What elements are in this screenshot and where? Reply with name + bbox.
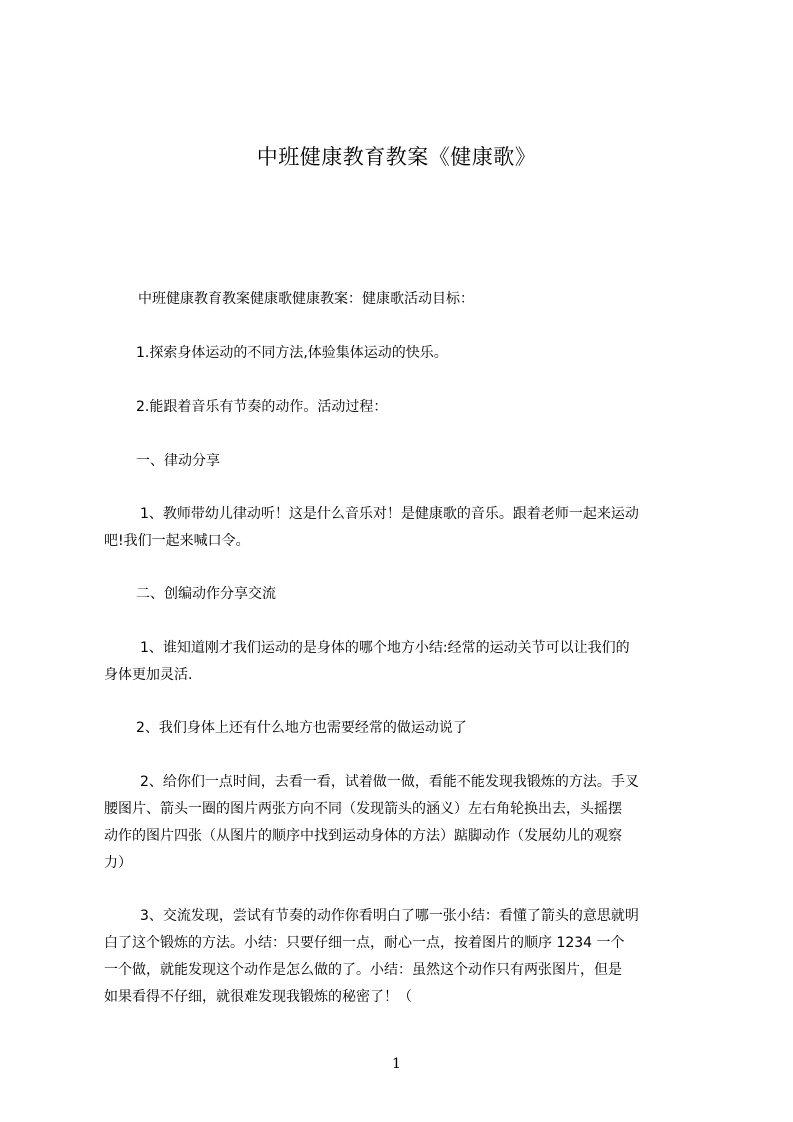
- section2-item4-line1: 3、交流发现，尝试有节奏的动作你看明白了哪一张小结：看懂了箭头的意思就明: [140, 908, 639, 924]
- goal-item-1: 1.探索身体运动的不同方法,体验集体运动的快乐。: [136, 345, 448, 361]
- section2-item4-line3: 一个做，就能发现这个动作是怎么做的了。小结：虽然这个动作只有两张图片，但是: [104, 962, 622, 978]
- section-heading-2: 二、创编动作分享交流: [136, 586, 276, 602]
- section2-item1-line1: 1、谁知道刚才我们运动的是身体的哪个地方小结:经常的运动关节可以让我们的: [140, 640, 630, 656]
- section-heading-1: 一、律动分享: [136, 453, 220, 469]
- document-title: 中班健康教育教案《健康歌》: [256, 145, 537, 169]
- intro-paragraph: 中班健康教育教案健康歌健康教案：健康歌活动目标：: [138, 291, 474, 307]
- section2-item1-line2: 身体更加灵活.: [104, 667, 193, 683]
- section2-item4-line4: 如果看得不仔细，就很难发现我锻炼的秘密了！（: [104, 989, 412, 1005]
- section2-item3-line4: 力）: [104, 855, 132, 871]
- page-number: 1: [392, 1056, 401, 1072]
- section2-item4-line2: 白了这个锻炼的方法。小结：只要仔细一点，耐心一点，按着图片的顺序 1234 一个: [104, 935, 625, 951]
- section2-item3-line2: 腰图片、箭头一圈的图片两张方向不同（发现箭头的涵义）左右角轮换出去，头摇摆: [104, 801, 622, 817]
- section2-item2: 2、我们身体上还有什么地方也需要经常的做运动说了: [136, 720, 467, 736]
- section1-item1-line2: 吧!我们一起来喊口令。: [104, 533, 250, 549]
- section2-item3-line1: 2、给你们一点时间，去看一看，试着做一做，看能不能发现我锻炼的方法。手叉: [140, 774, 639, 790]
- section2-item3-line3: 动作的图片四张（从图片的顺序中找到运动身体的方法）踮脚动作（发展幼儿的观察: [104, 828, 622, 844]
- section1-item1-line1: 1、教师带幼儿律动听！这是什么音乐对！是健康歌的音乐。跟着老师一起来运动: [140, 506, 639, 522]
- goal-item-2: 2.能跟着音乐有节奏的动作。活动过程：: [136, 399, 388, 415]
